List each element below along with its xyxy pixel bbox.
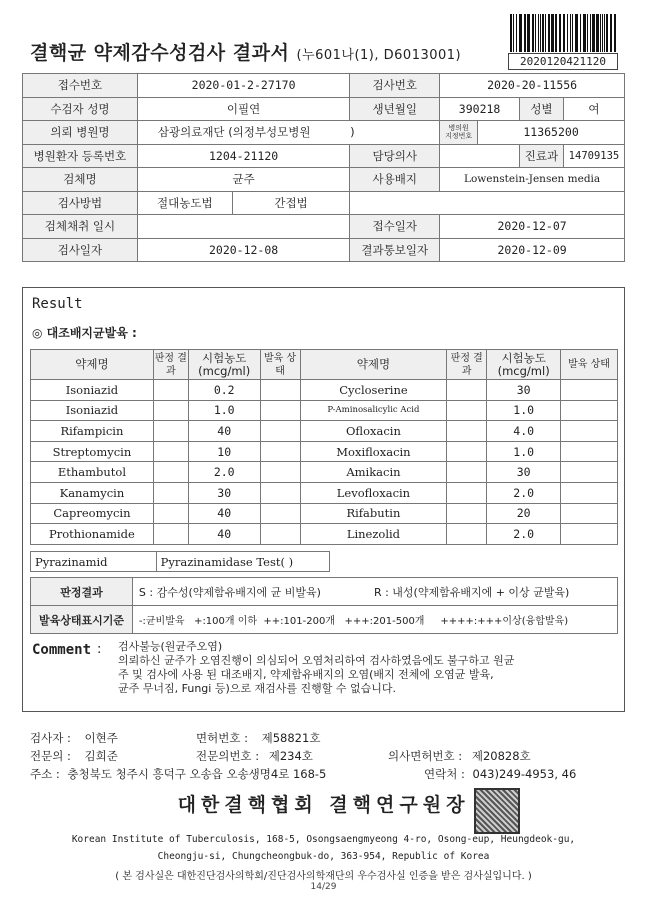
received-date: 2020-12-07 [440,215,625,239]
dept-label: 진료과 [519,144,563,168]
received-label: 접수일자 [350,215,440,239]
drug-name: Ofloxacin [300,421,447,442]
judgment-cell [447,482,487,503]
judgment-cell [153,400,188,421]
barcode-bar [600,14,601,52]
barcode-bar [590,14,591,52]
drug-row [31,380,618,401]
barcode-bar [540,14,541,52]
barcode-bar [563,14,565,52]
comment-line: 주 및 검사에 사용 된 대조배지, 약제함유배지의 오염(배지 전체에 오염균 발육, [118,668,494,681]
conc-cell: 40 [188,524,260,545]
col-growth-left: 발육 상태 [260,350,300,380]
col-judgment-left: 판정 결과 [153,350,188,380]
drug-name: Levofloxacin [300,482,447,503]
drug-name: Prothionamide [31,524,154,545]
test-no: 2020-20-11556 [440,74,625,98]
conc-cell: 0.2 [188,380,260,401]
barcode-bar [610,14,612,52]
hospital-name-text: 삼광의료재단 (의정부성모병원 [157,125,311,140]
comment-colon: : [97,642,102,657]
method-label: 검사방법 [23,191,138,215]
barcode-bar [580,14,581,52]
drug-name: P-Aminosalicylic Acid [300,400,447,421]
sex-label: 성별 [519,97,563,121]
contact-label: 연락처 : [424,767,465,781]
license-label: 면허번호 : [196,731,248,745]
conc-cell: 40 [188,503,260,524]
birth-date: 390218 [440,97,520,121]
report-date: 2020-12-09 [440,238,625,262]
report-date-label: 결과통보일자 [350,238,440,262]
growth-cell [260,462,300,483]
barcode-bar [604,14,605,52]
judgment-label: 판정결과 [31,578,133,606]
drug-name: Capreomycin [31,503,154,524]
drug-name: Isoniazid [31,400,154,421]
drug-row [31,462,618,483]
specialist-label: 전문의 : [30,749,71,763]
growth-cell [561,482,618,503]
judgment-cell [447,400,487,421]
barcode-bar [606,14,608,52]
conc-cell: 10 [188,441,260,462]
test-no-label: 검사번호 [350,74,440,98]
doctor-value [440,144,520,168]
barcode-bar [524,14,526,52]
sex-value: 여 [563,97,624,121]
drug-name: Linezolid [300,524,447,545]
growth-cell [561,503,618,524]
judgment-s: S : 감수성(약제함유배지에 균 비발육) [132,578,368,606]
license-line [196,730,320,746]
media-label: 사용배지 [350,168,440,192]
english-address-2: Cheongju-si, Chungcheongbuk-do, 363-954, Republic of Korea [157,851,490,862]
barcode-icon [508,14,618,52]
conc-cell: 40 [188,421,260,442]
barcode-bar [538,14,539,52]
specialist-line [30,748,118,764]
conc-cell: 30 [487,462,561,483]
barcode-bar [583,14,586,52]
barcode-bar [572,14,573,52]
specialist-no-line [196,748,313,764]
drug-row [31,524,618,545]
media-value: Lowenstein-Jensen media [440,168,625,192]
drug-name: Moxifloxacin [300,441,447,462]
title-code: (누601나(1), D6013001) [296,48,462,63]
hospital-name-close: ) [350,125,355,140]
control-culture-label: ◎ 대조배지균발육 : [32,326,137,340]
page-number: 14/29 [310,882,337,892]
conc-cell: 2.0 [487,524,561,545]
page-title [30,38,461,65]
specimen-label: 검체명 [23,168,138,192]
barcode-bar [532,14,534,52]
col-drug-left: 약제명 [31,350,154,380]
patient-reg-label: 병원환자 등록번호 [23,144,138,168]
collection-value [137,215,349,239]
specialist-name: 김희준 [84,749,118,763]
contact-line [424,766,576,782]
judgment-cell [447,441,487,462]
barcode-bar [602,14,603,52]
hospital-code: 11365200 [478,121,625,145]
doctor-label: 담당의사 [350,144,440,168]
comment-line: 의뢰하신 균주가 오염진행이 의심되어 오염처리하여 검사하였음에도 불구하고 원균 [118,654,515,667]
drug-susceptibility-table [30,349,618,545]
patient-reg-no: 1204-21120 [137,144,349,168]
barcode-bar [559,14,561,52]
tester-label: 검사자 : [30,731,71,745]
drug-name: Cycloserine [300,380,447,401]
col-conc-left: 시험농도 (mcg/ml) [188,350,260,380]
drug-name: Kanamycin [31,482,154,503]
judgment-cell [153,380,188,401]
growth-cell [561,441,618,462]
conc-cell: 2.0 [188,462,260,483]
organization-name: 대한결핵협회 결핵연구원장 [177,794,470,816]
drug-row [31,441,618,462]
comment-line: 균주 무너짐, Fungi 등)으로 재검사를 진행할 수 없습니다. [118,682,396,695]
barcode-bar [548,14,550,52]
test-date-label: 검사일자 [23,238,138,262]
growth-cell [260,380,300,401]
doctor-license-label: 의사면허번호 : [388,749,463,763]
test-date: 2020-12-08 [137,238,349,262]
barcode-bar [545,14,546,52]
hospital-code-label: 병의원 지정번호 [440,121,478,145]
growth-cell [561,400,618,421]
address: 충청북도 청주시 흥덕구 오송읍 오송생명4로 168-5 [67,767,327,781]
judgment-cell [153,421,188,442]
judgment-cell [153,524,188,545]
doctor-license: 제20828호 [471,749,531,763]
drug-name: Ethambutol [31,462,154,483]
specialist-no-label: 전문의번호 : [196,749,260,763]
dept-value: 14709135 [563,144,624,168]
barcode-bar [614,14,616,52]
growth-cell [561,380,618,401]
growth-cell [260,441,300,462]
certification-notice: ( 본 검사실은 대한진단검사의학회/진단검사의학재단의 우수검사실 인증을 받은 검사실입니다. ) [115,871,532,882]
barcode-bar [575,14,578,52]
pza-test: Pyrazinamidase Test( ) [156,552,329,572]
barcode-bar [527,14,530,52]
barcode-bar [555,14,557,52]
comment-label: Comment [32,642,92,658]
judgment-cell [153,482,188,503]
address-label: 주소 : [30,767,60,781]
license-no: 제58821호 [261,731,321,745]
barcode-number: 2020120421120 [508,53,618,70]
reception-no: 2020-01-2-27170 [137,74,349,98]
drug-row [31,503,618,524]
hospital-name [137,121,439,145]
judgment-cell [447,421,487,442]
patient-name: 이필연 [137,97,349,121]
drug-row [31,421,618,442]
hospital-label: 의뢰 병원명 [23,121,138,145]
barcode-bar [592,14,595,52]
title-text: 결핵균 약제감수성검사 결과서 [30,42,290,64]
judgment-cell [447,462,487,483]
tester-line [30,730,118,746]
specimen-value: 균주 [137,168,349,192]
growth-criteria: -:균비발육 +:100개 이하 ++:101-200개 +++:201-500개 ++++:+++이상(융합발육) [132,606,617,634]
conc-cell: 30 [188,482,260,503]
method-2: 간접법 [232,191,350,215]
judgment-cell [153,441,188,462]
conc-cell: 1.0 [188,400,260,421]
conc-cell: 1.0 [487,400,561,421]
judgment-cell [447,524,487,545]
official-seal-icon [474,788,520,834]
collection-label: 검체채취 일시 [23,215,138,239]
growth-cell [260,421,300,442]
judgment-cell [153,503,188,524]
growth-cell [561,462,618,483]
tester-name: 이현주 [84,731,118,745]
pza-label: Pyrazinamid [31,552,157,572]
conc-cell: 2.0 [487,482,561,503]
judgment-cell [447,503,487,524]
birth-label: 생년월일 [350,97,440,121]
judgment-r: R : 내성(약제함유배지에 + 이상 균발육) [368,578,618,606]
result-title: Result [32,296,83,312]
conc-cell: 4.0 [487,421,561,442]
barcode-bar [513,14,514,52]
col-growth-right: 발육 상태 [561,350,618,380]
method-1: 절대농도법 [137,191,232,215]
barcode-bar [542,14,544,52]
conc-cell: 1.0 [487,441,561,462]
address-line [30,766,326,782]
patient-info-table [22,73,625,262]
growth-criteria-label: 발육상태표시기준 [31,606,133,634]
specialist-no: 제234호 [268,749,313,763]
growth-cell [561,524,618,545]
comment-text [118,640,613,696]
barcode-bar [570,14,571,52]
legend-table [30,577,618,634]
conc-cell: 30 [487,380,561,401]
comment-line: 검사불능(원균주오염) [118,640,223,653]
barcode-bar [596,14,599,52]
barcode-bar [519,14,522,52]
reception-no-label: 접수번호 [23,74,138,98]
col-conc-right: 시험농도 (mcg/ml) [487,350,561,380]
barcode-bar [567,14,568,52]
growth-cell [260,524,300,545]
drug-name: Rifabutin [300,503,447,524]
barcode-bar [551,14,554,52]
conc-cell: 20 [487,503,561,524]
contact: 043)249-4953, 46 [472,767,577,781]
barcode-bar [587,14,588,52]
judgment-cell [447,380,487,401]
drug-name: Isoniazid [31,380,154,401]
col-judgment-right: 판정 결과 [447,350,487,380]
drug-name: Amikacin [300,462,447,483]
patient-name-label: 수검자 성명 [23,97,138,121]
barcode-bar [535,14,536,52]
english-address-1: Korean Institute of Tuberculosis, 168-5, Osongsaengmyeong 4-ro, Osong-eup, Heungdeok-gu, [71,834,576,845]
drug-row [31,482,618,503]
pyrazinamide-row [30,551,330,572]
barcode-bar [516,14,517,52]
doctor-license-line [388,748,531,764]
method-empty [350,191,625,215]
drug-name: Rifampicin [31,421,154,442]
col-drug-right: 약제명 [300,350,447,380]
drug-row [31,400,618,421]
barcode-bar [510,14,512,52]
growth-cell [260,503,300,524]
growth-cell [260,482,300,503]
growth-cell [561,421,618,442]
judgment-cell [153,462,188,483]
drug-name: Streptomycin [31,441,154,462]
growth-cell [260,400,300,421]
